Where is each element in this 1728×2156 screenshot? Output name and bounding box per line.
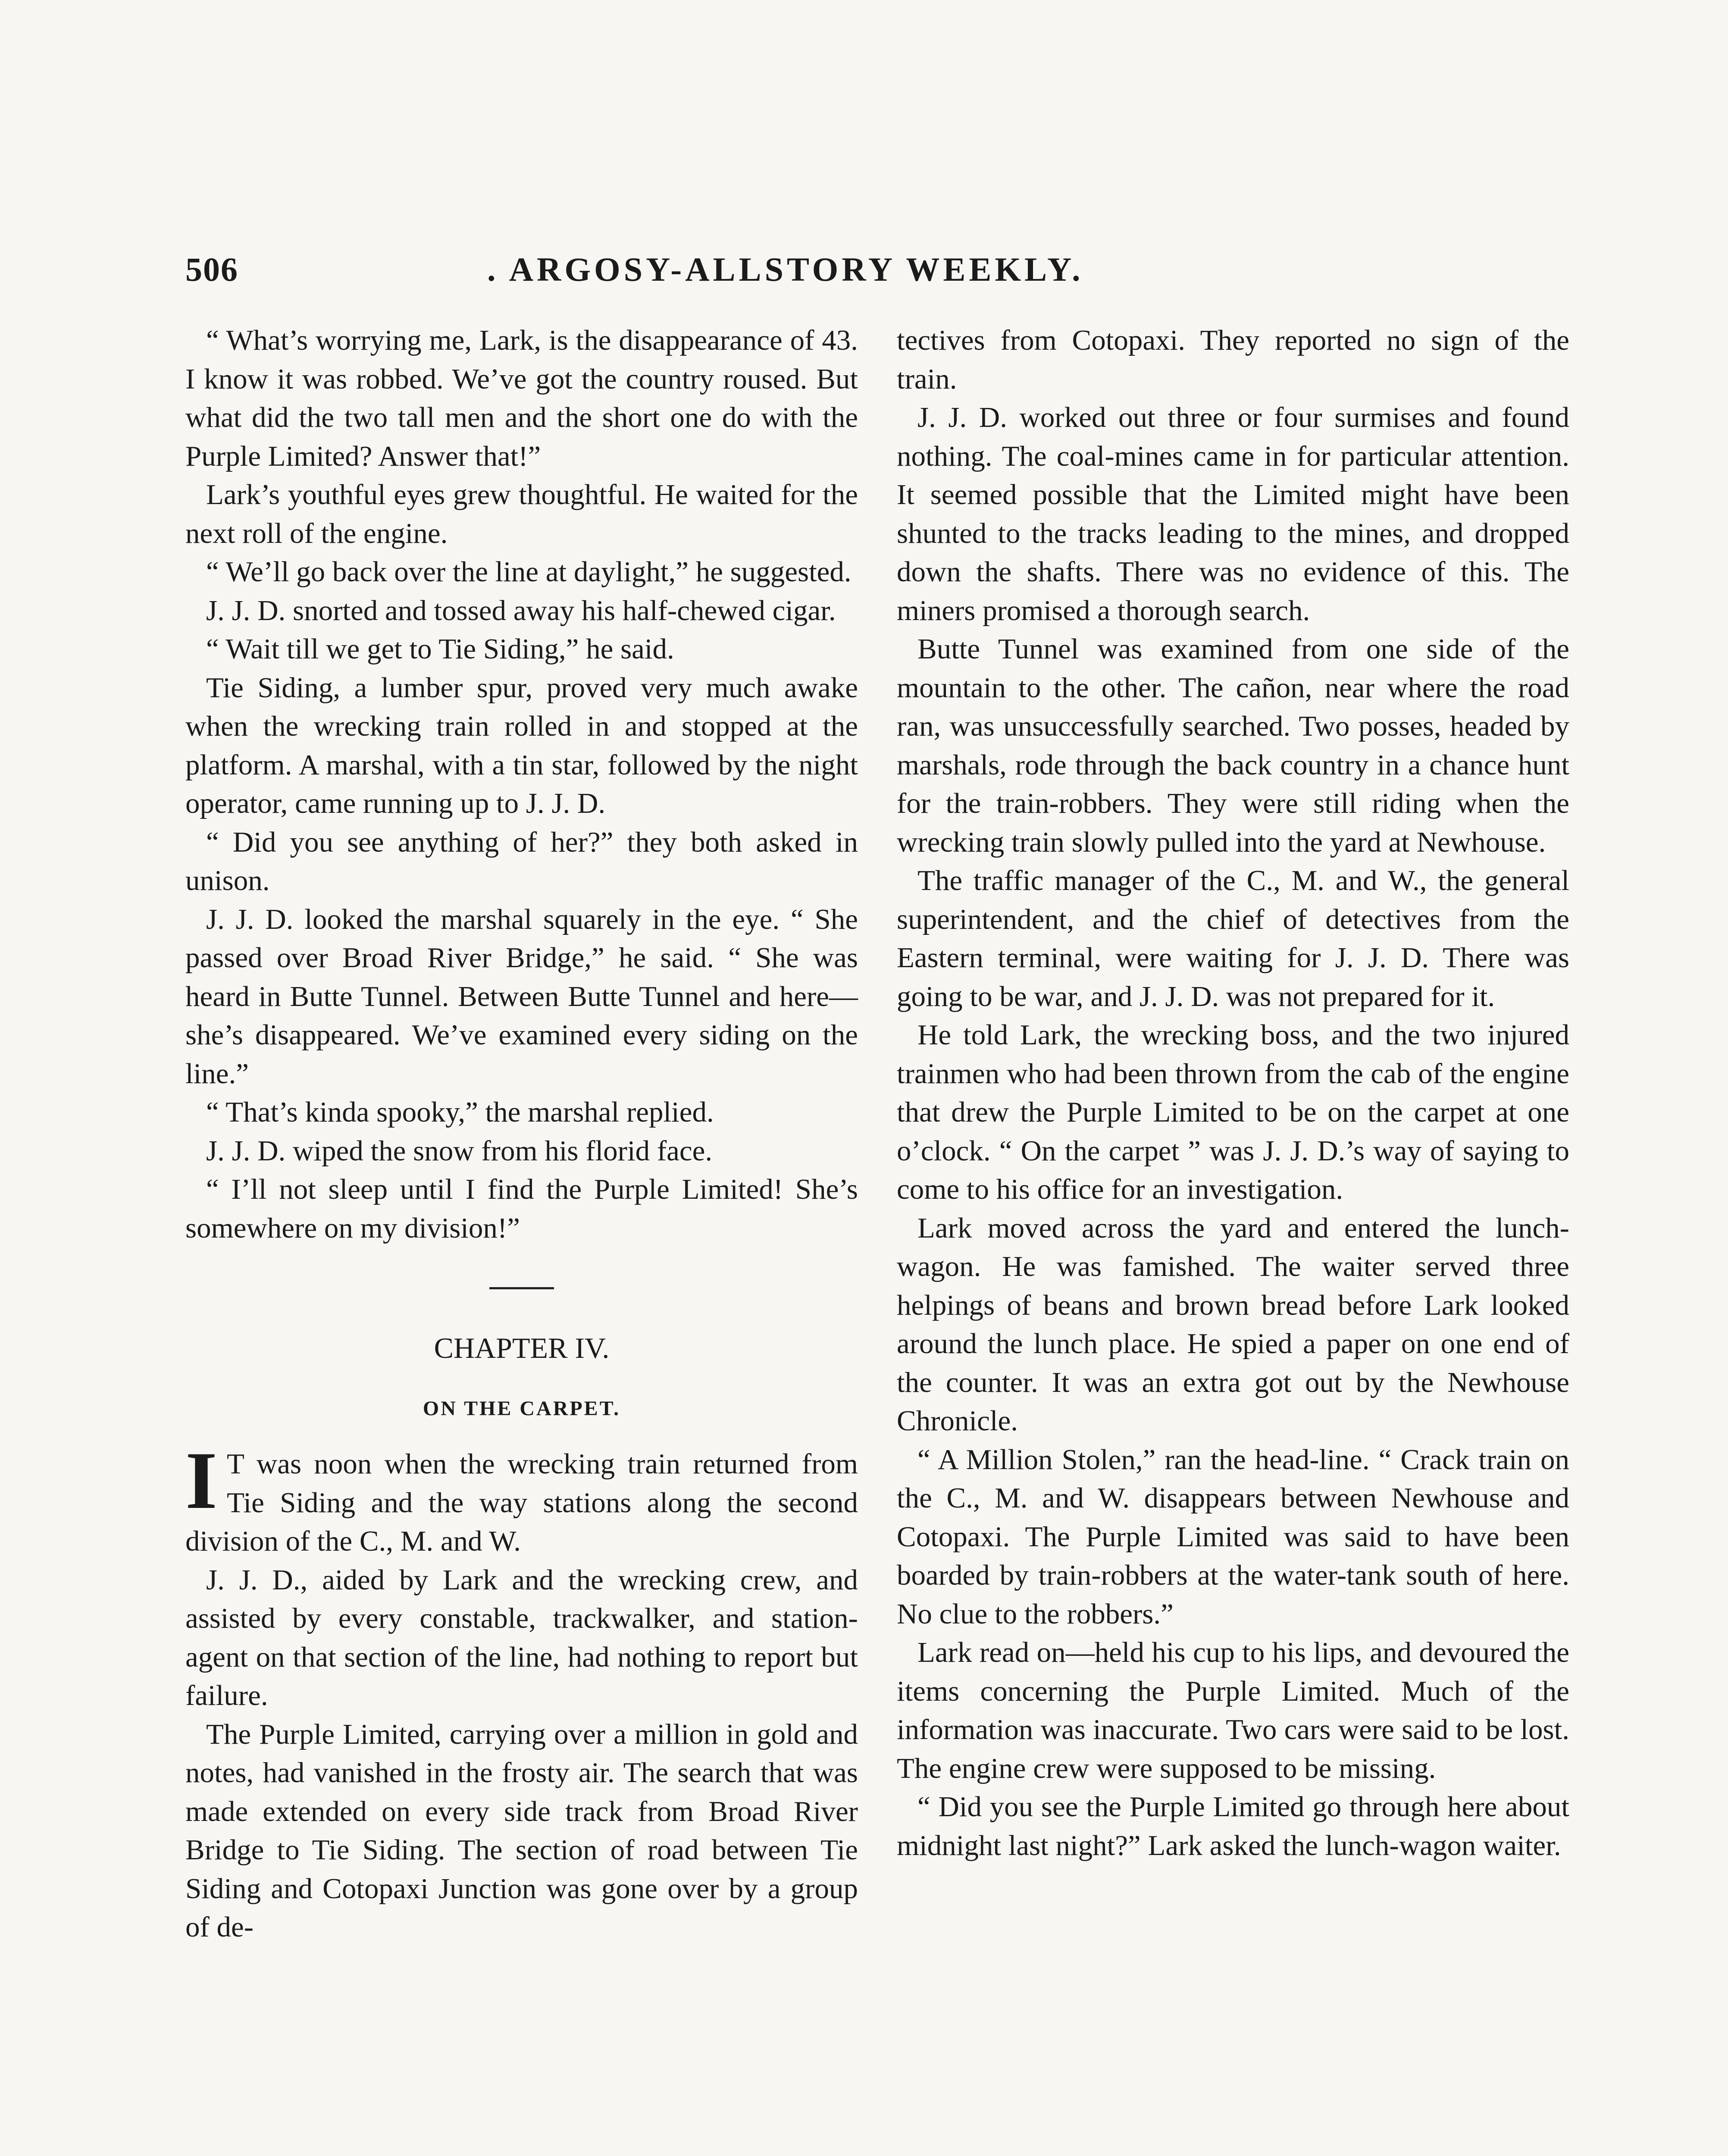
paragraph: The traffic manager of the C., M. and W., the general superintendent, and the chief of detectives from the Eastern terminal, were waiting for J. J. D. There was going to be war, and J. J. D. was not prepared for it. [897,865,1569,1012]
paragraph: Lark read on—held his cup to his lips, and devoured the items concerning the Purple Limited. Much of the information was inaccurate. Two cars were said to be lost. The engine crew were supposed to be missing. [897,1636,1569,1784]
paragraph: J. J. D. wiped the snow from his florid face. [206,1134,713,1167]
paragraph: Tie Siding, a lumber spur, proved very much awake when the wrecking train rolled in and stopped at the platform. A marshal, with a tin star, followed by the night operator, came running up to J. J. D. [185,671,858,819]
paragraph: J. J. D. worked out three or four surmises and found nothing. The coal-mines came in for particular attention. It seemed possible that the Limited might have been shunted to the tracks leading to the mines, and dropped down the shafts. There was no evidence of this. The miners promised a thorough search. [897,401,1569,627]
paragraph: J. J. D. snorted and tossed away his half-chewed cigar. [206,594,836,627]
paragraph: tectives from Cotopaxi. They reported no sign of the train. [897,324,1569,395]
paragraph: Lark moved across the yard and entered the lunch-wagon. He was famished. The waiter served three helpings of beans and brown bread before Lark looked around the lunch place. He spied a paper on one end of the counter. It was an extra got out by the Newhouse Chronicle. [897,1212,1569,1437]
paragraph: The Purple Limited, carrying over a million in gold and notes, had vanished in the frosty air. The search that was made extended on every side track from Broad River Bridge to Tie Siding. The section of road between Tie Siding and Cotopaxi Junction was gone over by a group of de- [185,1718,858,1943]
drop-cap: I [185,1435,217,1526]
right-column [897,321,1569,1865]
paragraph: J. J. D. looked the marshal squarely in the eye. “ She passed over Broad River Bridge,” he said. “ She was heard in Butte Tunnel. Between Butte Tunnel and here—she’s disappeared. We’ve examined every siding on the line.” [185,903,858,1090]
paragraph: “ Did you see anything of her?” they both asked in unison. [185,826,858,896]
page-header [185,241,1543,302]
chapter-title: CHAPTER IV. [434,1332,610,1364]
opening-text: T was noon when the wrecking train returned from Tie Siding and the way stations along the second division of the C., M. and W. [185,1448,858,1557]
running-head: . ARGOSY-ALLSTORY WEEKLY. [487,251,1084,288]
page-number: 506 [185,251,238,288]
paragraph: J. J. D., aided by Lark and the wrecking crew, and assisted by every constable, trackwalker, and station-agent on that section of the line, had nothing to report but failure. [185,1564,858,1711]
paragraph: “ A Million Stolen,” ran the head-line. “ Crack train on the C., M. and W. disappears between Newhouse and Cotopaxi. The Purple Limited was said to have been boarded by train-robbers at the water-tank south of here. No clue to the robbers.” [897,1443,1569,1630]
opening-paragraph [185,1435,858,1561]
paragraph: He told Lark, the wrecking boss, and the two injured trainmen who had been thrown from the cab of the engine that drew the Purple Limited to be on the carpet at one o’clock. “ On the carpet ” was J. J. D.’s way of saying to come to his office for an investigation. [897,1019,1569,1205]
left-column [185,321,858,1947]
paragraph: Lark’s youthful eyes grew thoughtful. He waited for the next roll of the engine. [185,479,858,549]
paragraph: “ That’s kinda spooky,” the marshal replied. [206,1096,714,1128]
chapter-subtitle: ON THE CARPET. [423,1397,621,1420]
paragraph: “ Did you see the Purple Limited go through here about midnight last night?” Lark asked the lunch-wagon waiter. [897,1791,1569,1861]
paragraph: “ We’ll go back over the line at daylight,” he suggested. [206,556,851,588]
paragraph: “ Wait till we get to Tie Siding,” he said. [206,633,674,665]
section-divider [489,1287,554,1289]
paragraph: Butte Tunnel was examined from one side of the mountain to the other. The cañon, near where the road ran, was unsuccessfully searched. Two posses, headed by marshals, rode through the back country in a chance hunt for the train-robbers. They were still riding when the wrecking train slowly pulled into the yard at Newhouse. [897,633,1569,858]
paragraph: “ I’ll not sleep until I find the Purple Limited! She’s somewhere on my division!” [185,1173,858,1244]
paragraph: “ What’s worrying me, Lark, is the disappearance of 43. I know it was robbed. We’ve got the country roused. But what did the two tall men and the short one do with the Purple Limited? Answer that!” [185,324,858,472]
